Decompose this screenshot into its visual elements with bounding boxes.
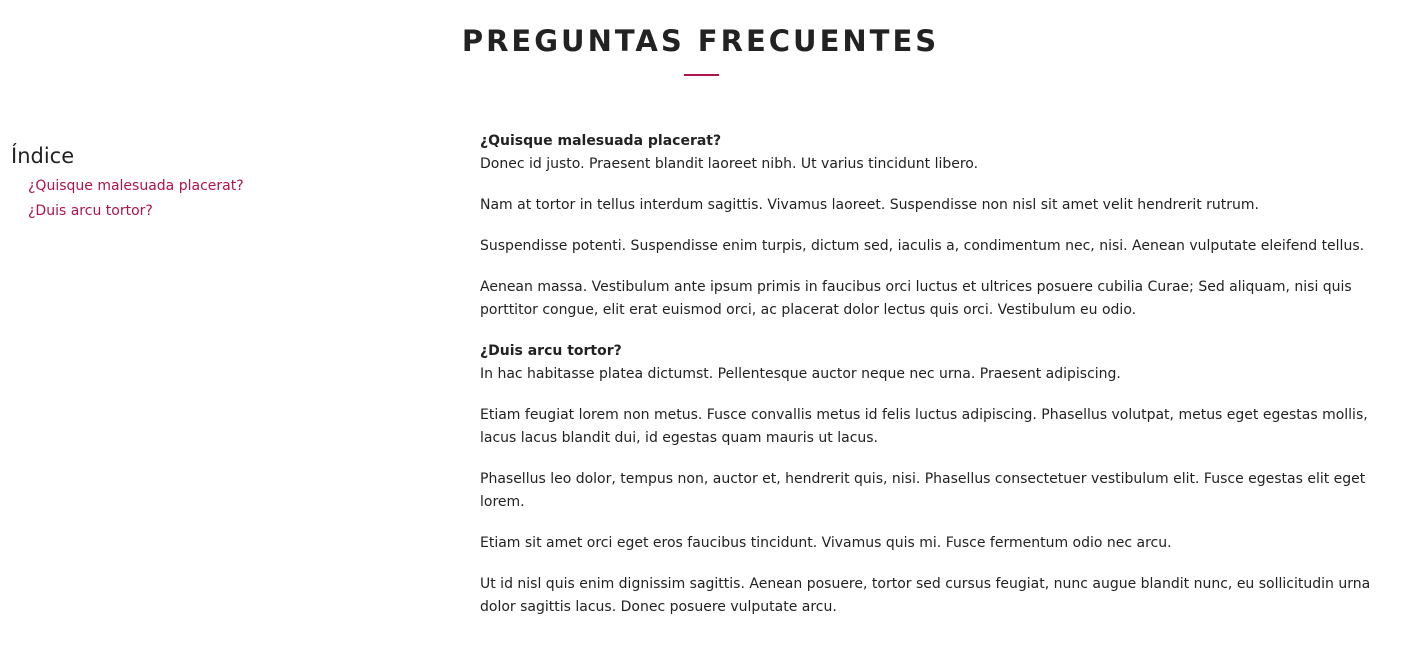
faq-answer-paragraph: Phasellus leo dolor, tempus non, auctor et, hendrerit quis, nisi. Phasellus consectetuer vestibulum elit. Fusce egestas elit eget lorem. <box>480 471 1366 510</box>
faq-answer-paragraph: Suspendisse potenti. Suspendisse enim turpis, dictum sed, iaculis a, condimentum nec, nisi. Aenean vulputate eleifend tellus. <box>480 238 1365 254</box>
faq-question: ¿Quisque malesuada placerat? <box>480 133 722 149</box>
toc-link-duis-arcu[interactable]: ¿Duis arcu tortor? <box>28 203 153 219</box>
toc-list <box>11 176 431 221</box>
table-of-contents <box>11 141 431 221</box>
faq-answer-paragraph <box>480 340 1395 386</box>
toc-link-quisque-malesuada[interactable]: ¿Quisque malesuada placerat? <box>28 178 244 194</box>
faq-answer-paragraph <box>480 130 1395 176</box>
faq-answer-paragraph: Nam at tortor in tellus interdum sagittis. Vivamus laoreet. Suspendisse non nisl sit amet velit hendrerit rutrum. <box>480 197 1260 213</box>
faq-answer-paragraph: Etiam sit amet orci eget eros faucibus tincidunt. Vivamus quis mi. Fusce fermentum odio nec arcu. <box>480 535 1172 551</box>
faq-answer-paragraph: Etiam feugiat lorem non metus. Fusce convallis metus id felis luctus adipiscing. Phasellus volutpat, metus eget egestas mollis, lacus lacus blandit dui, id egestas quam mauris ut lacus. <box>480 407 1368 446</box>
faq-answer-paragraph: Ut id nisl quis enim dignissim sagittis. Aenean posuere, tortor sed cursus feugiat, nunc augue blandit nunc, eu sollicitudin urna dolor sagittis lacus. Donec posuere vulputate arcu. <box>480 576 1371 615</box>
faq-answer-text: In hac habitasse platea dictumst. Pellentesque auctor neque nec urna. Praesent adipiscing. <box>480 366 1121 382</box>
faq-answer-text: Donec id justo. Praesent blandit laoreet nibh. Ut varius tincidunt libero. <box>480 156 979 172</box>
faq-question: ¿Duis arcu tortor? <box>480 343 622 359</box>
toc-heading: Índice <box>11 144 75 168</box>
title-divider <box>684 74 719 76</box>
faq-content <box>480 130 1395 637</box>
page-title: PREGUNTAS FRECUENTES <box>461 24 940 58</box>
faq-answer-paragraph: Aenean massa. Vestibulum ante ipsum primis in faucibus orci luctus et ultrices posuere cubilia Curae; Sed aliquam, nisi quis porttitor congue, elit erat euismod orci, ac placerat dolor lectus quis orci. Vestibulum eu odio. <box>480 279 1352 318</box>
